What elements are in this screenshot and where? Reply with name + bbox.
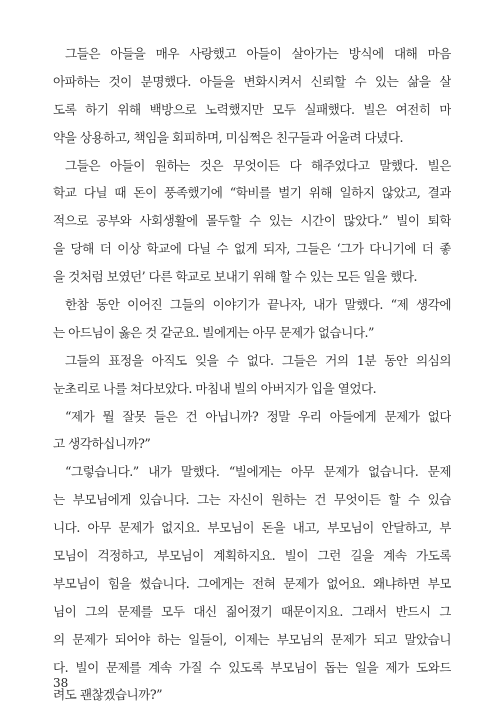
text-line: “그렇습니다.” 내가 말했다. “빌에게는 아무 문제가 없습니다. 문제 bbox=[65, 464, 451, 480]
text-line: 모님이 걱정하고, 부모님이 계획하지요. 빌이 그런 길을 계속 가도록 bbox=[53, 548, 451, 564]
text-line: 님이 그의 문제를 모두 대신 짊어졌기 때문이지요. 그래서 반드시 그 bbox=[53, 603, 451, 619]
text-line: 려도 괜찮겠습니까?” bbox=[53, 687, 163, 703]
text-line: 니다. 아무 문제가 없지요. 부모님이 돈을 내고, 부모님이 안달하고, 부 bbox=[53, 520, 451, 536]
page-number: 38 bbox=[53, 676, 69, 690]
text-line: 눈초리로 나를 쳐다보았다. 마침내 빌의 아버지가 입을 열었다. bbox=[53, 380, 377, 396]
text-line: 의 문제가 되어야 하는 일들이, 이제는 부모님의 문제가 되고 말았습니 bbox=[53, 631, 451, 647]
text-line: 고 생각하십니까?” bbox=[53, 436, 151, 452]
text-line: 적으로 공부와 사회생활에 몰두할 수 있는 시간이 많았다.” 빌이 퇴학 bbox=[53, 213, 451, 229]
text-line: 그들은 아들을 매우 사랑했고 아들이 살아가는 방식에 대해 마음 bbox=[65, 46, 451, 61]
text-line: 다. 빌이 문제를 계속 가질 수 있도록 부모님이 돕는 일을 제가 도와드 bbox=[53, 659, 451, 675]
text-line: 한참 동안 이어진 그들의 이야기가 끝나자, 내가 말했다. “제 생각에 bbox=[65, 297, 451, 313]
text-line: 는 아드님이 옳은 것 같군요. 빌에게는 아무 문제가 없습니다.” bbox=[53, 324, 374, 340]
text-line: 아파하는 것이 분명했다. 아들을 변화시켜서 신뢰할 수 있는 삶을 살 bbox=[53, 73, 451, 89]
text-line: 그들은 아들이 원하는 것은 무엇이든 다 해주었다고 말했다. 빌은 bbox=[65, 157, 451, 173]
text-line: 그들의 표정을 아직도 잊을 수 없다. 그들은 거의 1분 동안 의심의 bbox=[65, 352, 451, 368]
text-line: “제가 뭘 잘못 들은 건 아닙니까? 정말 우리 아들에게 문제가 없다 bbox=[65, 408, 451, 424]
text-line: 을 것처럼 보였던’ 다른 학교로 보내기 위해 할 수 있는 모든 일을 했다. bbox=[53, 269, 418, 285]
text-line: 부모님이 힘을 썼습니다. 그에게는 전혀 문제가 없어요. 왜냐하면 부모 bbox=[53, 575, 451, 591]
text-line: 도록 하기 위해 백방으로 노력했지만 모두 실패했다. 빌은 여전히 마 bbox=[53, 101, 451, 117]
text-line: 약을 상용하고, 책임을 회피하며, 미심쩍은 친구들과 어울려 다녔다. bbox=[53, 129, 404, 145]
text-line: 는 부모님에게 있습니다. 그는 자신이 원하는 건 무엇이든 할 수 있습 bbox=[53, 492, 451, 508]
text-line: 을 당해 더 이상 학교에 다닐 수 없게 되자, 그들은 ‘그가 다니기에 더 좋 bbox=[53, 241, 451, 257]
body-text bbox=[53, 40, 451, 709]
text-line: 학교 다닐 때 돈이 풍족했기에 “학비를 벌기 위해 일하지 않았고, 결과 bbox=[53, 185, 451, 201]
